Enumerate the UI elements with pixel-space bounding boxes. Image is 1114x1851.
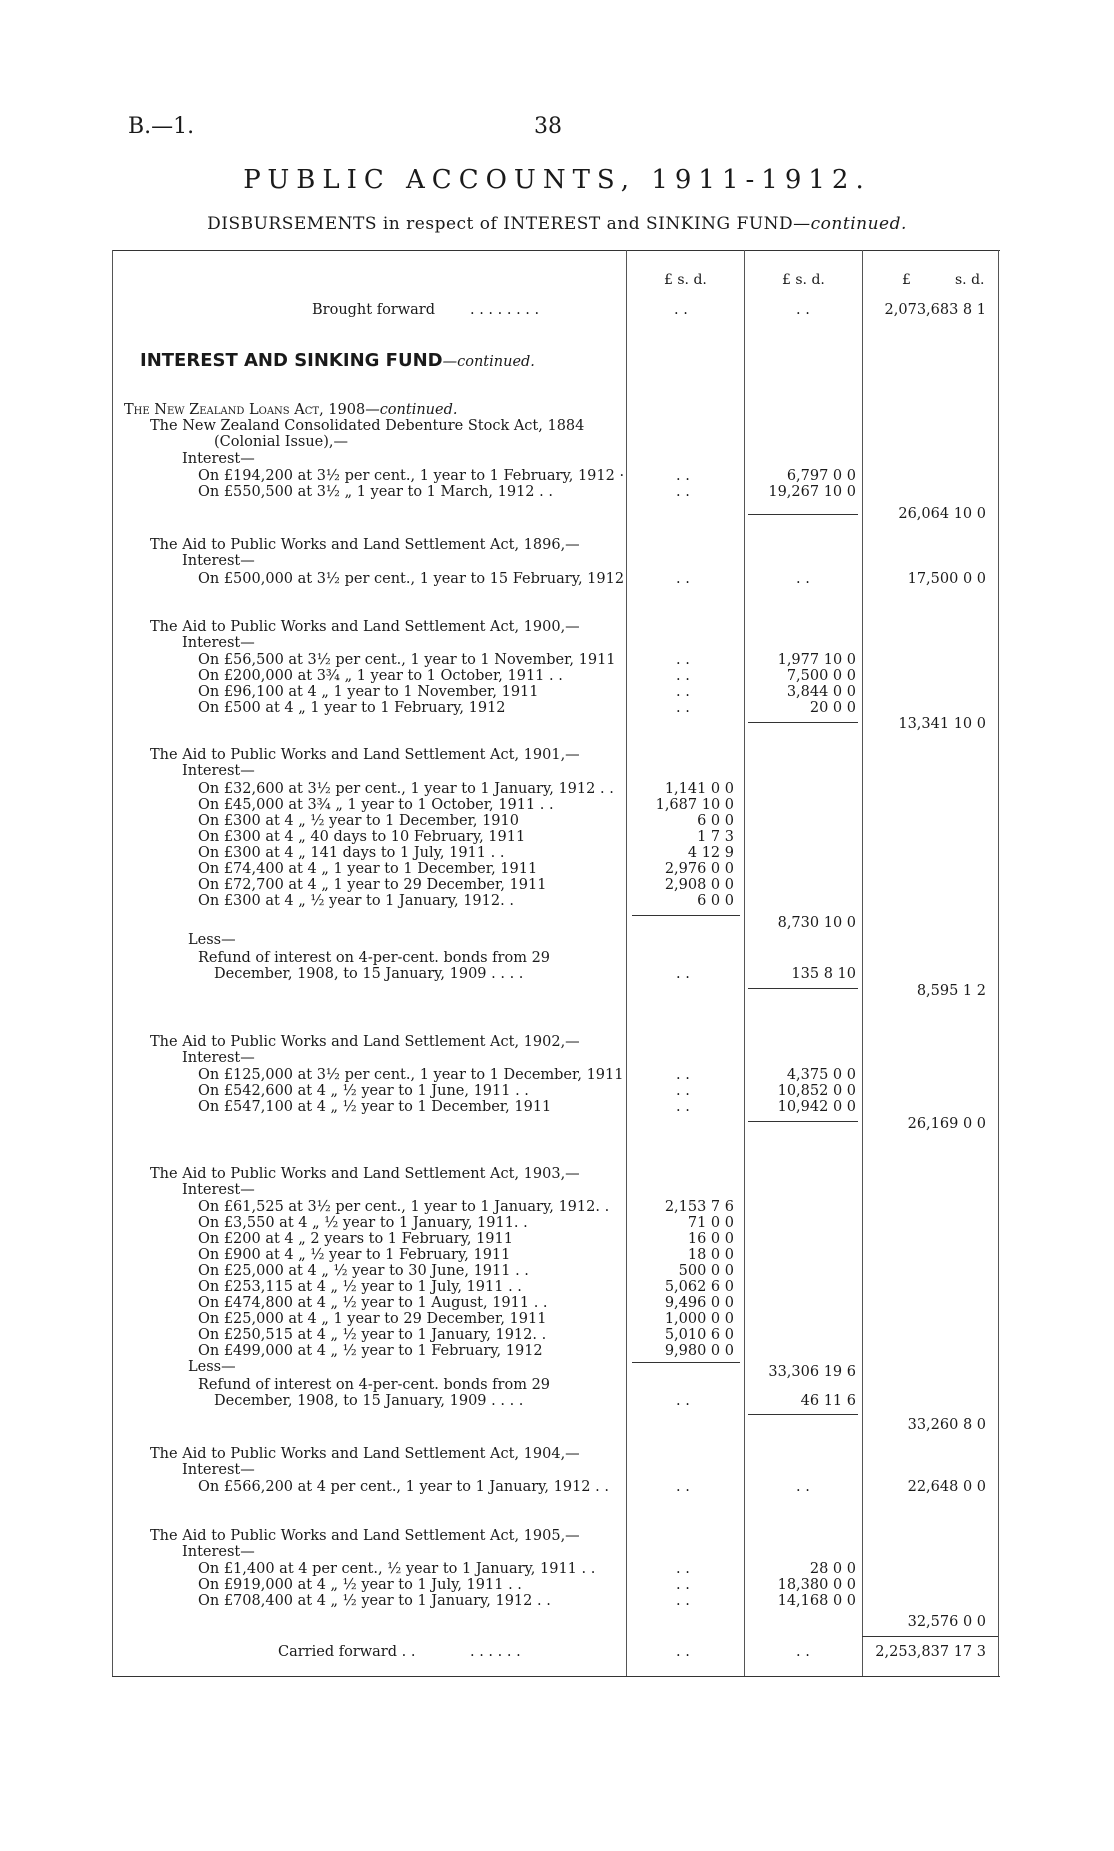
act-1901-interest-label: Interest— — [182, 763, 255, 779]
brought-forward-dots: . . . . . . . . — [470, 302, 540, 318]
act-1903-refund-col1: . . — [676, 1393, 690, 1409]
act-1903-less-label: Less— — [188, 1359, 236, 1375]
act-1902-row-2: On £542,600 at 4 „ ½ year to 1 June, 1911 . . — [198, 1083, 529, 1099]
act-1903-row-2: On £3,550 at 4 „ ½ year to 1 January, 1911. . — [198, 1215, 528, 1231]
act-1903-interest-label: Interest— — [182, 1182, 255, 1198]
act-1901-total-rule — [748, 988, 858, 989]
act-1901-row-3-col1: 6 0 0 — [697, 813, 734, 829]
act-1901-row-5: On £300 at 4 „ 141 days to 1 July, 1911 . . — [198, 845, 505, 861]
act-1901-total: 8,595 1 2 — [916, 983, 986, 999]
consolidated-interest-label: Interest— — [182, 451, 255, 467]
act-1902-row-3-col1: . . — [676, 1099, 690, 1115]
table-bottom-rule — [112, 1676, 1000, 1677]
act-1902-row-1: On £125,000 at 3½ per cent., 1 year to 1 December, 1911 — [198, 1067, 624, 1083]
act-1901-row-7-col1: 2,908 0 0 — [664, 877, 734, 893]
act-1902-row-1-col1: . . — [676, 1067, 690, 1083]
act-1896-title: The Aid to Public Works and Land Settlement Act, 1896,— — [150, 537, 580, 553]
section-continued: —continued. — [442, 354, 535, 370]
act-1900-row-2-col2: 7,500 0 0 — [786, 668, 856, 684]
act-1905-interest-label: Interest— — [182, 1544, 255, 1560]
act-1903-row-7: On £474,800 at 4 „ ½ year to 1 August, 1911 . . — [198, 1295, 548, 1311]
act-1903-subtotal: 33,306 19 6 — [768, 1364, 856, 1380]
consolidated-row-2-col1: . . — [676, 484, 690, 500]
page-title: PUBLIC ACCOUNTS, 1911-1912. — [243, 165, 871, 195]
consolidated-act-title: The New Zealand Consolidated Debenture Stock Act, 1884 — [150, 418, 585, 434]
act-1903-refund-col2: 46 11 6 — [800, 1393, 856, 1409]
carried-forward-col2: . . — [796, 1644, 810, 1660]
consolidated-row-1-col1: . . — [676, 468, 690, 484]
act-1901-refund-line-1: Refund of interest on 4-per-cent. bonds from 29 — [198, 950, 551, 966]
act-1903-row-1-col1: 2,153 7 6 — [664, 1199, 734, 1215]
act-1901-row-4: On £300 at 4 „ 40 days to 10 February, 1911 — [198, 829, 526, 845]
table-left-border — [112, 250, 113, 1676]
act-1903-row-5-col1: 500 0 0 — [678, 1263, 734, 1279]
column-divider-3 — [862, 250, 863, 1676]
carried-forward-col1: . . — [676, 1644, 690, 1660]
consolidated-row-2-col2: 19,267 10 0 — [768, 484, 856, 500]
column-header-3-sd: s. d. — [955, 272, 985, 288]
act-1905-row-2-col2: 18,380 0 0 — [777, 1577, 856, 1593]
act-1902-total: 26,169 0 0 — [907, 1116, 986, 1132]
act-1902-row-1-col2: 4,375 0 0 — [786, 1067, 856, 1083]
act-1900-row-1-col2: 1,977 10 0 — [777, 652, 856, 668]
act-1900-total-rule — [748, 722, 858, 723]
consolidated-total-rule — [748, 514, 858, 515]
act-1903-row-1: On £61,525 at 3½ per cent., 1 year to 1 January, 1912. . — [198, 1199, 610, 1215]
consolidated-row-2: On £550,500 at 3½ „ 1 year to 1 March, 1912 . . — [198, 484, 553, 500]
act-1902-row-2-col1: . . — [676, 1083, 690, 1099]
act-1901-subtotal-rule — [632, 915, 740, 916]
brought-forward-col2: . . — [796, 302, 810, 318]
act-1904-col1: . . — [676, 1479, 690, 1495]
act-1903-row-3: On £200 at 4 „ 2 years to 1 February, 1911 — [198, 1231, 513, 1247]
act-1903-row-10-col1: 9,980 0 0 — [664, 1343, 734, 1359]
act-1896-row: On £500,000 at 3½ per cent., 1 year to 15 February, 1912 — [198, 571, 625, 587]
act-1896-col1: . . — [676, 571, 690, 587]
act-1901-row-2: On £45,000 at 3¾ „ 1 year to 1 October, 1911 . . — [198, 797, 554, 813]
column-header-1: £ s. d. — [664, 272, 707, 288]
act-1903-subtotal-rule — [632, 1362, 740, 1363]
act-1904-row: On £566,200 at 4 per cent., 1 year to 1 January, 1912 . . — [198, 1479, 609, 1495]
act-1903-refund-line-1: Refund of interest on 4-per-cent. bonds from 29 — [198, 1377, 551, 1393]
act-1902-title: The Aid to Public Works and Land Settlement Act, 1902,— — [150, 1034, 580, 1050]
act-1905-row-1-col2: 28 0 0 — [809, 1561, 856, 1577]
act-1904-title: The Aid to Public Works and Land Settlement Act, 1904,— — [150, 1446, 580, 1462]
act-1905-row-3: On £708,400 at 4 „ ½ year to 1 January, 1912 . . — [198, 1593, 551, 1609]
carried-forward-label: Carried forward . . — [278, 1644, 416, 1660]
act-1901-subtotal: 8,730 10 0 — [777, 915, 856, 931]
act-1900-title: The Aid to Public Works and Land Settlement Act, 1900,— — [150, 619, 580, 635]
act-1903-row-9: On £250,515 at 4 „ ½ year to 1 January, 1912. . — [198, 1327, 547, 1343]
act-1903-row-6: On £253,115 at 4 „ ½ year to 1 July, 1911 . . — [198, 1279, 522, 1295]
act-1900-total: 13,341 10 0 — [898, 716, 986, 732]
act-1901-row-1-col1: 1,141 0 0 — [664, 781, 734, 797]
act-1903-row-8: On £25,000 at 4 „ 1 year to 29 December, 1911 — [198, 1311, 547, 1327]
act-1901-title: The Aid to Public Works and Land Settlement Act, 1901,— — [150, 747, 580, 763]
table-right-border — [998, 250, 999, 1676]
act-1902-row-3-col2: 10,942 0 0 — [777, 1099, 856, 1115]
document-reference: B.—1. — [128, 114, 195, 139]
act-1903-row-7-col1: 9,496 0 0 — [664, 1295, 734, 1311]
act-1901-row-5-col1: 4 12 9 — [687, 845, 734, 861]
column-header-3-pound: £ — [902, 272, 911, 288]
act-1901-row-8-col1: 6 0 0 — [697, 893, 734, 909]
act-1903-row-4: On £900 at 4 „ ½ year to 1 February, 1911 — [198, 1247, 511, 1263]
act-1900-row-2: On £200,000 at 3¾ „ 1 year to 1 October, 1911 . . — [198, 668, 563, 684]
act-1900-row-3-col2: 3,844 0 0 — [786, 684, 856, 700]
act-1900-row-4: On £500 at 4 „ 1 year to 1 February, 1912 — [198, 700, 506, 716]
act-1901-less-label: Less— — [188, 932, 236, 948]
act-1903-title: The Aid to Public Works and Land Settlement Act, 1903,— — [150, 1166, 580, 1182]
act-1905-row-2-col1: . . — [676, 1577, 690, 1593]
act-1905-row-3-col2: 14,168 0 0 — [777, 1593, 856, 1609]
brought-forward-label: Brought forward — [312, 302, 436, 318]
act-1896-interest-label: Interest— — [182, 553, 255, 569]
consolidated-row-1: On £194,200 at 3½ per cent., 1 year to 1 February, 1912 · — [198, 468, 625, 484]
act-1902-interest-label: Interest— — [182, 1050, 255, 1066]
page-subtitle — [0, 214, 1114, 234]
act-1903-row-6-col1: 5,062 6 0 — [664, 1279, 734, 1295]
table-top-rule — [112, 250, 1000, 251]
act-1905-row-3-col1: . . — [676, 1593, 690, 1609]
act-1901-row-1: On £32,600 at 3½ per cent., 1 year to 1 January, 1912 . . — [198, 781, 614, 797]
act-1900-row-2-col1: . . — [676, 668, 690, 684]
brought-forward-col1: . . — [674, 302, 688, 318]
page-number: 38 — [534, 114, 562, 139]
act-1904-total: 22,648 0 0 — [907, 1479, 986, 1495]
act-1902-row-2-col2: 10,852 0 0 — [777, 1083, 856, 1099]
act-1905-total: 32,576 0 0 — [907, 1614, 986, 1630]
act-1900-row-1: On £56,500 at 3½ per cent., 1 year to 1 November, 1911 — [198, 652, 616, 668]
column-header-2: £ s. d. — [782, 272, 825, 288]
consolidated-total: 26,064 10 0 — [898, 506, 986, 522]
act-1905-row-2: On £919,000 at 4 „ ½ year to 1 July, 1911 . . — [198, 1577, 522, 1593]
act-1903-total-rule — [748, 1414, 858, 1415]
consolidated-row-1-col2: 6,797 0 0 — [786, 468, 856, 484]
act-1905-row-1-col1: . . — [676, 1561, 690, 1577]
section-title: INTEREST AND SINKING FUND — [140, 350, 443, 371]
act-1900-row-4-col1: . . — [676, 700, 690, 716]
act-1896-col2: . . — [796, 571, 810, 587]
act-1901-row-4-col1: 1 7 3 — [697, 829, 734, 845]
act-1904-col2: . . — [796, 1479, 810, 1495]
brought-forward-total: 2,073,683 8 1 — [884, 302, 986, 318]
act-1900-row-3-col1: . . — [676, 684, 690, 700]
act-1901-row-3: On £300 at 4 „ ½ year to 1 December, 1910 — [198, 813, 519, 829]
act-1905-title: The Aid to Public Works and Land Settlement Act, 1905,— — [150, 1528, 580, 1544]
act-1903-row-3-col1: 16 0 0 — [687, 1231, 734, 1247]
act-1903-refund-line-2: December, 1908, to 15 January, 1909 . . . . — [214, 1393, 524, 1409]
act-1900-interest-label: Interest— — [182, 635, 255, 651]
act-1903-row-4-col1: 18 0 0 — [687, 1247, 734, 1263]
subtitle-continued: —continued. — [793, 214, 907, 234]
act-1903-total: 33,260 8 0 — [907, 1417, 986, 1433]
act-1900-row-1-col1: . . — [676, 652, 690, 668]
act-1901-row-6: On £74,400 at 4 „ 1 year to 1 December, 1911 — [198, 861, 538, 877]
carried-forward-total: 2,253,837 17 3 — [875, 1644, 986, 1660]
act-1901-refund-col1: . . — [676, 966, 690, 982]
act-1902-row-3: On £547,100 at 4 „ ½ year to 1 December, 1911 — [198, 1099, 552, 1115]
column-divider-1 — [626, 250, 627, 1676]
act-1901-refund-col2: 135 8 10 — [791, 966, 856, 982]
loans-act-heading — [124, 402, 458, 418]
act-1896-total: 17,500 0 0 — [907, 571, 986, 587]
subtitle-main: DISBURSEMENTS in respect of INTEREST and SINKING FUND — [207, 214, 794, 234]
carried-forward-top-rule — [862, 1636, 998, 1637]
act-1903-row-5: On £25,000 at 4 „ ½ year to 30 June, 1911 . . — [198, 1263, 529, 1279]
act-1900-row-3: On £96,100 at 4 „ 1 year to 1 November, 1911 — [198, 684, 539, 700]
act-1901-row-6-col1: 2,976 0 0 — [664, 861, 734, 877]
act-1904-interest-label: Interest— — [182, 1462, 255, 1478]
act-1905-row-1: On £1,400 at 4 per cent., ½ year to 1 January, 1911 . . — [198, 1561, 596, 1577]
act-1902-total-rule — [748, 1121, 858, 1122]
act-1903-row-10: On £499,000 at 4 „ ½ year to 1 February, 1912 — [198, 1343, 543, 1359]
act-1903-row-2-col1: 71 0 0 — [687, 1215, 734, 1231]
act-1901-refund-line-2: December, 1908, to 15 January, 1909 . . . . — [214, 966, 524, 982]
act-1903-row-8-col1: 1,000 0 0 — [664, 1311, 734, 1327]
loans-act-continued: —continued. — [365, 402, 458, 418]
consolidated-act-title-2: (Colonial Issue),— — [214, 434, 349, 450]
act-1903-row-9-col1: 5,010 6 0 — [664, 1327, 734, 1343]
loans-act-title: The New Zealand Loans Act, 1908 — [124, 402, 366, 418]
section-heading — [140, 350, 535, 371]
act-1901-row-8: On £300 at 4 „ ½ year to 1 January, 1912. . — [198, 893, 514, 909]
act-1901-row-2-col1: 1,687 10 0 — [655, 797, 734, 813]
carried-forward-dots: . . . . . . — [470, 1644, 521, 1660]
act-1900-row-4-col2: 20 0 0 — [809, 700, 856, 716]
act-1901-row-7: On £72,700 at 4 „ 1 year to 29 December, 1911 — [198, 877, 547, 893]
column-divider-2 — [744, 250, 745, 1676]
